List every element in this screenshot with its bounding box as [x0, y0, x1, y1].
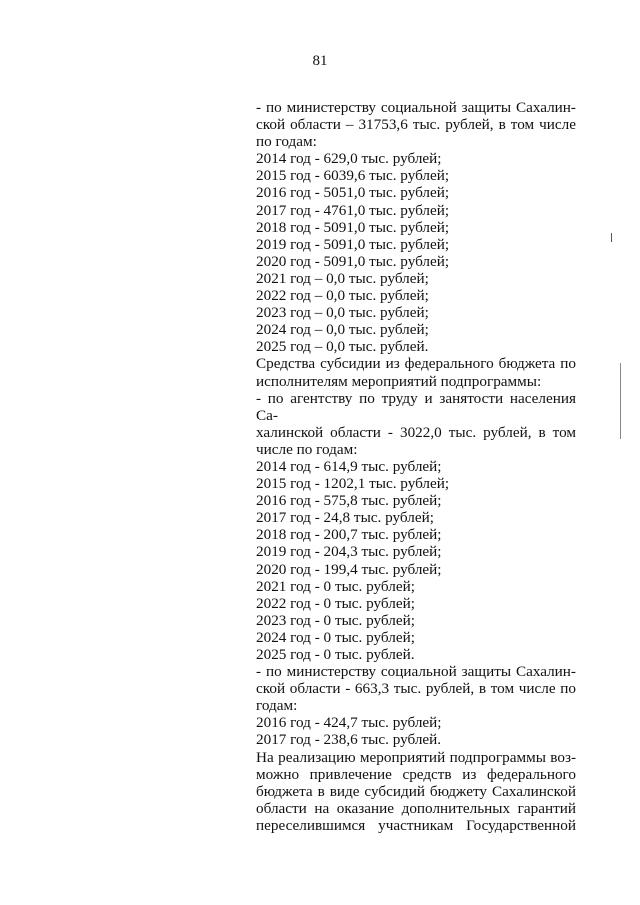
text-line: 2022 год - 0 тыс. рублей;: [256, 594, 415, 612]
text-line: 2018 год - 200,7 тыс. рублей;: [256, 526, 442, 544]
text-line: 2020 год - 5091,0 тыс. рублей;: [256, 252, 450, 270]
text-line: годам:: [256, 697, 298, 715]
text-line: бюджета в виде субсидий бюджету Сахалинской: [256, 782, 576, 800]
text-line: 2016 год - 424,7 тыс. рублей;: [256, 714, 442, 732]
text-line: 2021 год - 0 тыс. рублей;: [256, 577, 415, 595]
text-line: 2016 год - 575,8 тыс. рублей;: [256, 492, 442, 510]
text-line: 2021 год – 0,0 тыс. рублей;: [256, 269, 429, 287]
text-line: 2014 год - 614,9 тыс. рублей;: [256, 457, 442, 475]
text-line: 2015 год - 1202,1 тыс. рублей;: [256, 475, 450, 493]
text-line: 2016 год - 5051,0 тыс. рублей;: [256, 184, 450, 202]
text-line: исполнителям мероприятий подпрограммы:: [256, 372, 542, 390]
text-line: Средства субсидии из федерального бюджета по: [256, 355, 576, 373]
text-line: 2025 год – 0,0 тыс. рублей.: [256, 338, 429, 356]
text-line: 2025 год - 0 тыс. рублей.: [256, 646, 415, 663]
text-line: 2023 год - 0 тыс. рублей;: [256, 611, 415, 629]
text-line: На реализацию мероприятий подпрограммы воз-: [256, 748, 576, 766]
text-line: можно привлечение средств из федерального: [256, 765, 576, 783]
text-line: 2023 год – 0,0 тыс. рублей;: [256, 304, 429, 322]
text-line: 2024 год - 0 тыс. рублей;: [256, 628, 415, 646]
text-line: - по агентству по труду и занятости населения Са-: [256, 389, 576, 424]
text-line: по годам:: [256, 133, 317, 151]
text-line: 2014 год - 629,0 тыс. рублей;: [256, 150, 442, 168]
text-line: 2019 год - 5091,0 тыс. рублей;: [256, 235, 450, 253]
text-line: 2017 год - 238,6 тыс. рублей.: [256, 731, 442, 749]
page-body-text: [256, 99, 576, 834]
text-line: 2020 год - 199,4 тыс. рублей;: [256, 560, 442, 578]
text-line: области на оказание дополнительных гарантий: [256, 799, 576, 817]
text-line: 2017 год - 24,8 тыс. рублей;: [256, 509, 434, 527]
text-line: 2017 год - 4761,0 тыс. рублей;: [256, 201, 450, 219]
text-line: 2018 год - 5091,0 тыс. рублей;: [256, 218, 450, 236]
text-line: ской области - 663,3 тыс. рублей, в том числе по: [256, 680, 576, 698]
text-line: халинской области - 3022,0 тыс. рублей, в том: [256, 423, 576, 441]
text-line: числе по годам:: [256, 440, 358, 458]
scan-mark: [620, 363, 621, 439]
text-line: 2022 год – 0,0 тыс. рублей;: [256, 287, 429, 305]
scan-mark: [611, 233, 612, 242]
text-line: - по министерству социальной защиты Сахалин-: [256, 663, 576, 681]
text-line: 2015 год - 6039,6 тыс. рублей;: [256, 167, 450, 185]
text-line: - по министерству социальной защиты Сахалин-: [256, 99, 576, 116]
text-line: 2024 год – 0,0 тыс. рублей;: [256, 321, 429, 339]
page-number: 81: [312, 53, 328, 69]
text-line: переселившимся участникам Государственной: [256, 816, 576, 834]
text-line: 2019 год - 204,3 тыс. рублей;: [256, 543, 442, 561]
text-line: ской области – 31753,6 тыс. рублей, в том числе: [256, 116, 576, 134]
